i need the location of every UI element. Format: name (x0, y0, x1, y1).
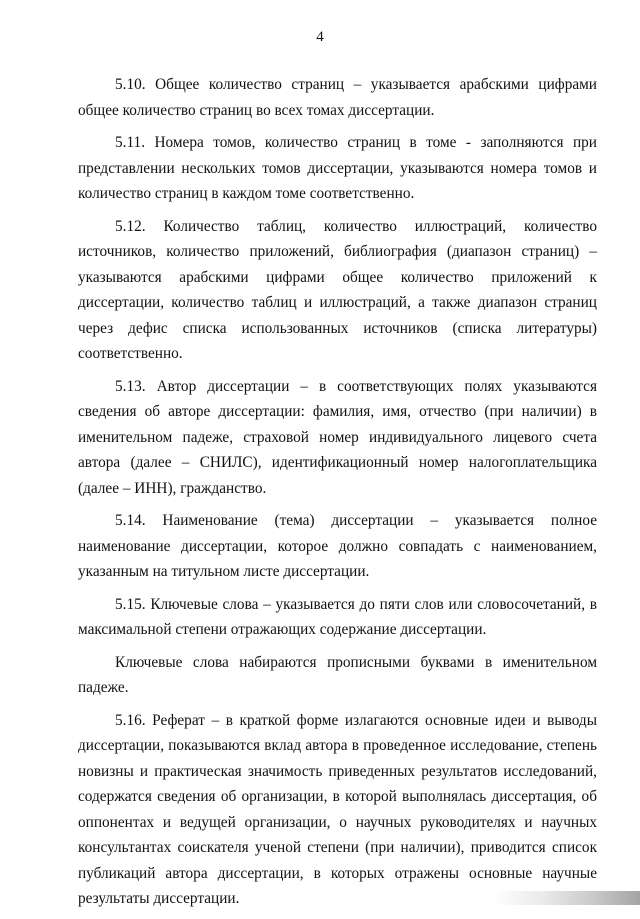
paragraph-5-16: 5.16. Реферат – в краткой форме излагаются основные идеи и выводы диссертации, показываются вклад автора в проведенное исследование, степень новизны и практическая значимость приведенных результатов исследований, содержатся сведения об организации, в которой выполнялась диссертация, об оппонентах и ведущей организации, о научных руководителях и научных консультантах соискателя ученой степени (при наличии), приводится список публикаций автора диссертации, в которых отражены основные научные результаты диссертации. (78, 711, 597, 907)
paragraph-keywords-note: Ключевые слова набираются прописными буквами в именительном падеже. (78, 653, 597, 696)
paragraph-5-13: 5.13. Автор диссертации – в соответствующих полях указываются сведения об авторе диссертации: фамилия, имя, отчество (при наличии) в именительном падеже, страховой номер индивидуального лицевого счета автора (далее – СНИЛС), идентификационный номер налогоплательщика (далее – ИНН), гражданство. (78, 377, 597, 497)
scan-edge-shadow (492, 891, 640, 905)
paragraph-5-10: 5.10. Общее количество страниц – указывается арабскими цифрами общее количество страниц во всех томах диссертации. (78, 76, 597, 119)
page-number: 4 (316, 29, 324, 45)
document-body (78, 72, 597, 919)
paragraph-5-15: 5.15. Ключевые слова – указывается до пяти слов или словосочетаний, в максимальной степени отражающих содержание диссертации. (78, 595, 597, 638)
paragraph-5-12: 5.12. Количество таблиц, количество иллюстраций, количество источников, количество приложений, библиография (диапазон страниц) – указываются арабскими цифрами общее количество приложений к диссертации, количество таблиц и иллюстраций, а также диапазон страниц через дефис списка использованных источников (списка литературы) соответственно. (78, 217, 597, 362)
paragraph-5-11: 5.11. Номера томов, количество страниц в томе - заполняются при представлении нескольких томов диссертации, указываются номера томов и количество страниц в каждом томе соответственно. (78, 134, 597, 202)
paragraph-5-14: 5.14. Наименование (тема) диссертации – указывается полное наименование диссертации, которое должно совпадать с наименованием, указанным на титульном листе диссертации. (78, 512, 597, 580)
